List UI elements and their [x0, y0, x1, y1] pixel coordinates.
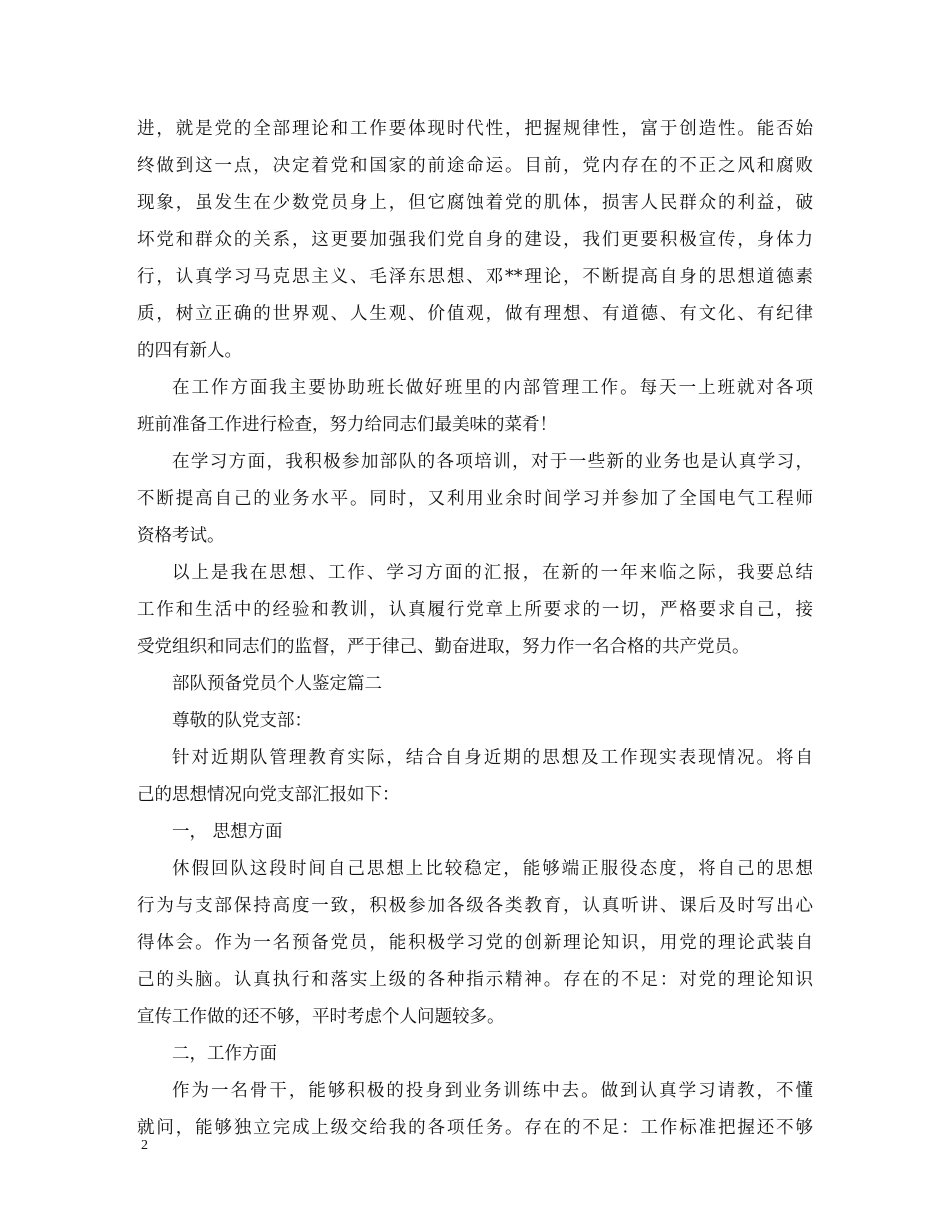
text-line: 休假回队这段时间自己思想上比较稳定，能够端正服役态度，将自己的思想	[172, 859, 813, 879]
text-line: 班前准备工作进行检查，努力给同志们最美味的菜肴！	[137, 415, 557, 435]
text-line: 就问，能够独立完成上级交给我的各项任务。存在的不足：工作标准把握还不够	[137, 1118, 813, 1138]
text-line: 部队预备党员个人鉴定篇二	[172, 674, 382, 694]
text-line: 尊敬的队党支部：	[172, 711, 312, 731]
text-line: 受党组织和同志们的监督，严于律己、勤奋进取，努力作一名合格的共产党员。	[137, 637, 750, 657]
text-line: 资格考试。	[137, 526, 225, 546]
text-line: 现象，虽发生在少数党员身上，但它腐蚀着党的肌体，损害人民群众的利益，破	[137, 193, 813, 213]
text-line: 一， 思想方面	[172, 822, 283, 842]
text-line: 在工作方面我主要协助班长做好班里的内部管理工作。每天一上班就对各项	[172, 378, 813, 398]
text-line: 质，树立正确的世界观、人生观、价值观，做有理想、有道德、有文化、有纪律	[137, 304, 813, 324]
document-body	[137, 111, 813, 1147]
text-line: 宣传工作做的还不够，平时考虑个人问题较多。	[137, 1007, 505, 1027]
text-line: 行为与支部保持高度一致，积极参加各级各类教育，认真听讲、课后及时写出心	[137, 896, 813, 916]
text-line: 不断提高自己的业务水平。同时，又利用业余时间学习并参加了全国电气工程师	[137, 489, 813, 509]
text-line: 作为一名骨干，能够积极的投身到业务训练中去。做到认真学习请教，不懂	[172, 1081, 813, 1101]
text-line: 得体会。作为一名预备党员，能积极学习党的创新理论知识，用党的理论武装自	[137, 933, 813, 953]
text-line: 己的头脑。认真执行和落实上级的各种指示精神。存在的不足：对党的理论知识	[137, 970, 813, 990]
text-line: 以上是我在思想、工作、学习方面的汇报，在新的一年来临之际，我要总结	[172, 563, 813, 583]
text-line: 的四有新人。	[137, 341, 242, 361]
text-line: 终做到这一点，决定着党和国家的前途命运。目前，党内存在的不正之风和腐败	[137, 156, 813, 176]
text-line: 行，认真学习马克思主义、毛泽东思想、邓**理论，不断提高自身的思想道德素	[137, 267, 813, 287]
page-number: 2	[141, 1138, 148, 1153]
text-line: 二，工作方面	[172, 1044, 277, 1064]
text-line: 进，就是党的全部理论和工作要体现时代性，把握规律性，富于创造性。能否始	[137, 119, 813, 139]
text-line: 工作和生活中的经验和教训，认真履行党章上所要求的一切，严格要求自己，接	[137, 600, 813, 620]
text-line: 针对近期队管理教育实际，结合自身近期的思想及工作现实表现情况。将自	[172, 748, 813, 768]
text-line: 坏党和群众的关系，这更要加强我们党自身的建设，我们更要积极宣传，身体力	[137, 230, 813, 250]
text-line: 在学习方面，我积极参加部队的各项培训，对于一些新的业务也是认真学习，	[172, 452, 813, 472]
text-line: 己的思想情况向党支部汇报如下：	[137, 785, 400, 805]
